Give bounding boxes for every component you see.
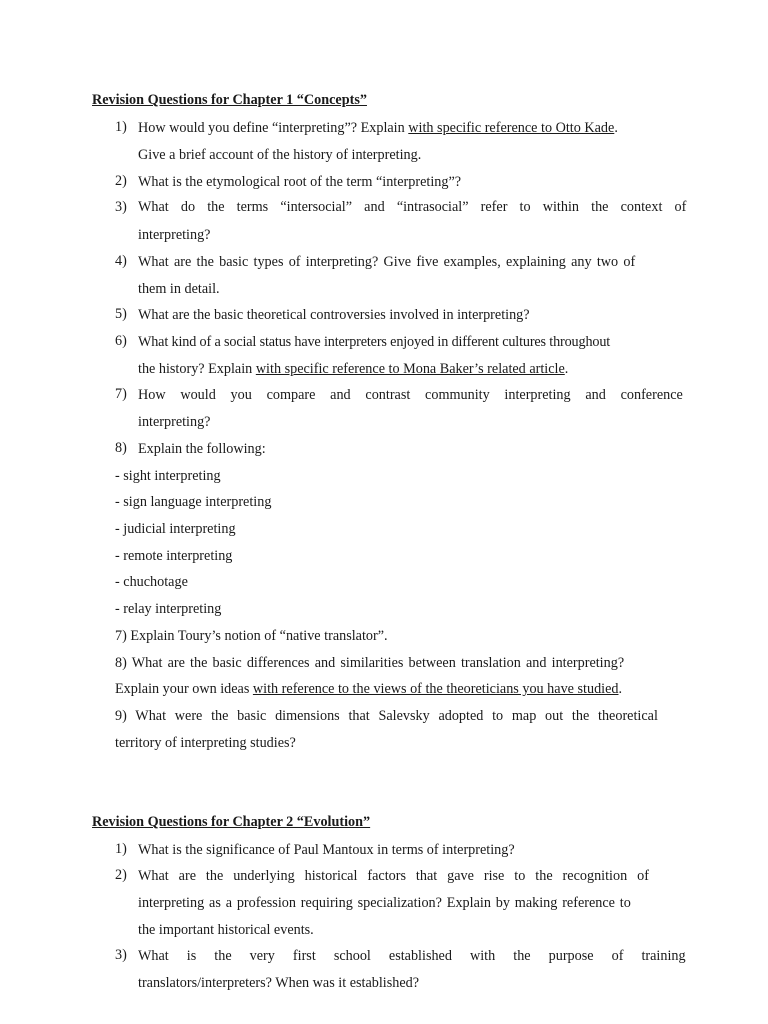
- ch2-q3-number: 3): [115, 947, 127, 963]
- ch2-q2-number: 2): [115, 867, 127, 883]
- q4-line2: them in detail.: [138, 281, 220, 297]
- ch2-q2-line3: the important historical events.: [138, 922, 314, 938]
- q6-number: 6): [115, 333, 127, 349]
- ch2-q3-line2: translators/interpreters? When was it established?: [138, 975, 420, 991]
- q6-reference: with specific reference to Mona Baker’s related article: [255, 361, 565, 377]
- chapter2-heading: Revision Questions for Chapter 2 “Evolution”: [92, 814, 371, 830]
- extra-q8-line2: [115, 680, 622, 698]
- q2-number: 2): [115, 173, 127, 189]
- q1-number: 1): [115, 119, 127, 135]
- extra-q9-line1: 9) What were the basic dimensions that Salevsky adopted to map out the theoretical: [115, 708, 658, 724]
- q4-number: 4): [115, 253, 127, 269]
- q4-line1: What are the basic types of interpreting? Give five examples, explaining any two of: [138, 254, 636, 270]
- q6-line1: What kind of a social status have interpreters enjoyed in different cultures throughout: [138, 334, 611, 350]
- ch2-q1-number: 1): [115, 841, 127, 857]
- q7-number: 7): [115, 386, 127, 402]
- term-item: - chuchotage: [115, 574, 188, 590]
- q6-end: .: [564, 361, 569, 377]
- ch2-q2-line1: What are the underlying historical factors that gave rise to the recognition of: [138, 868, 649, 884]
- extra-q7: 7) Explain Toury’s notion of “native translator”.: [115, 628, 388, 644]
- ch2-q3-line1: What is the very first school established with the purpose of training: [138, 948, 686, 964]
- extra-q8-line1: 8) What are the basic differences and similarities between translation and interpreting?: [115, 655, 625, 671]
- q3-line2: interpreting?: [138, 227, 211, 243]
- term-item: - sign language interpreting: [115, 494, 272, 510]
- extra-q8-reference: with reference to the views of the theoreticians you have studied: [252, 681, 619, 697]
- term-item: - relay interpreting: [115, 601, 222, 617]
- extra-q8-text: Explain your own ideas: [115, 681, 253, 697]
- extra-q8-end: .: [618, 681, 623, 697]
- q5-number: 5): [115, 306, 127, 322]
- q8-number: 8): [115, 440, 127, 456]
- q6-line2: [138, 360, 568, 378]
- ch2-q2-line2: interpreting as a profession requiring specialization? Explain by making reference to: [138, 895, 631, 911]
- term-item: - sight interpreting: [115, 468, 221, 484]
- q3-number: 3): [115, 199, 127, 215]
- q1-end: .: [614, 120, 618, 136]
- extra-q9-line2: territory of interpreting studies?: [115, 735, 296, 751]
- ch2-q1-text: What is the significance of Paul Mantoux in terms of interpreting?: [138, 842, 515, 858]
- chapter1-heading: Revision Questions for Chapter 1 “Concepts”: [92, 92, 367, 108]
- q2-text: What is the etymological root of the term “interpreting”?: [138, 174, 462, 190]
- q1-reference: with specific reference to Otto Kade: [408, 120, 615, 136]
- term-item: - judicial interpreting: [115, 521, 236, 537]
- q7-line2: interpreting?: [138, 414, 211, 430]
- q7-line1: How would you compare and contrast community interpreting and conference: [138, 387, 683, 403]
- q5-text: What are the basic theoretical controversies involved in interpreting?: [138, 307, 530, 323]
- q6-text: the history? Explain: [138, 361, 256, 377]
- term-item: - remote interpreting: [115, 548, 233, 564]
- q1-text: How would you define “interpreting”? Explain: [138, 120, 409, 136]
- q1-line1: [138, 119, 618, 137]
- q1-line2: Give a brief account of the history of interpreting.: [138, 147, 422, 163]
- q8-text: Explain the following:: [138, 441, 266, 457]
- q3-line1: What do the terms “intersocial” and “intrasocial” refer to within the context of: [138, 199, 687, 215]
